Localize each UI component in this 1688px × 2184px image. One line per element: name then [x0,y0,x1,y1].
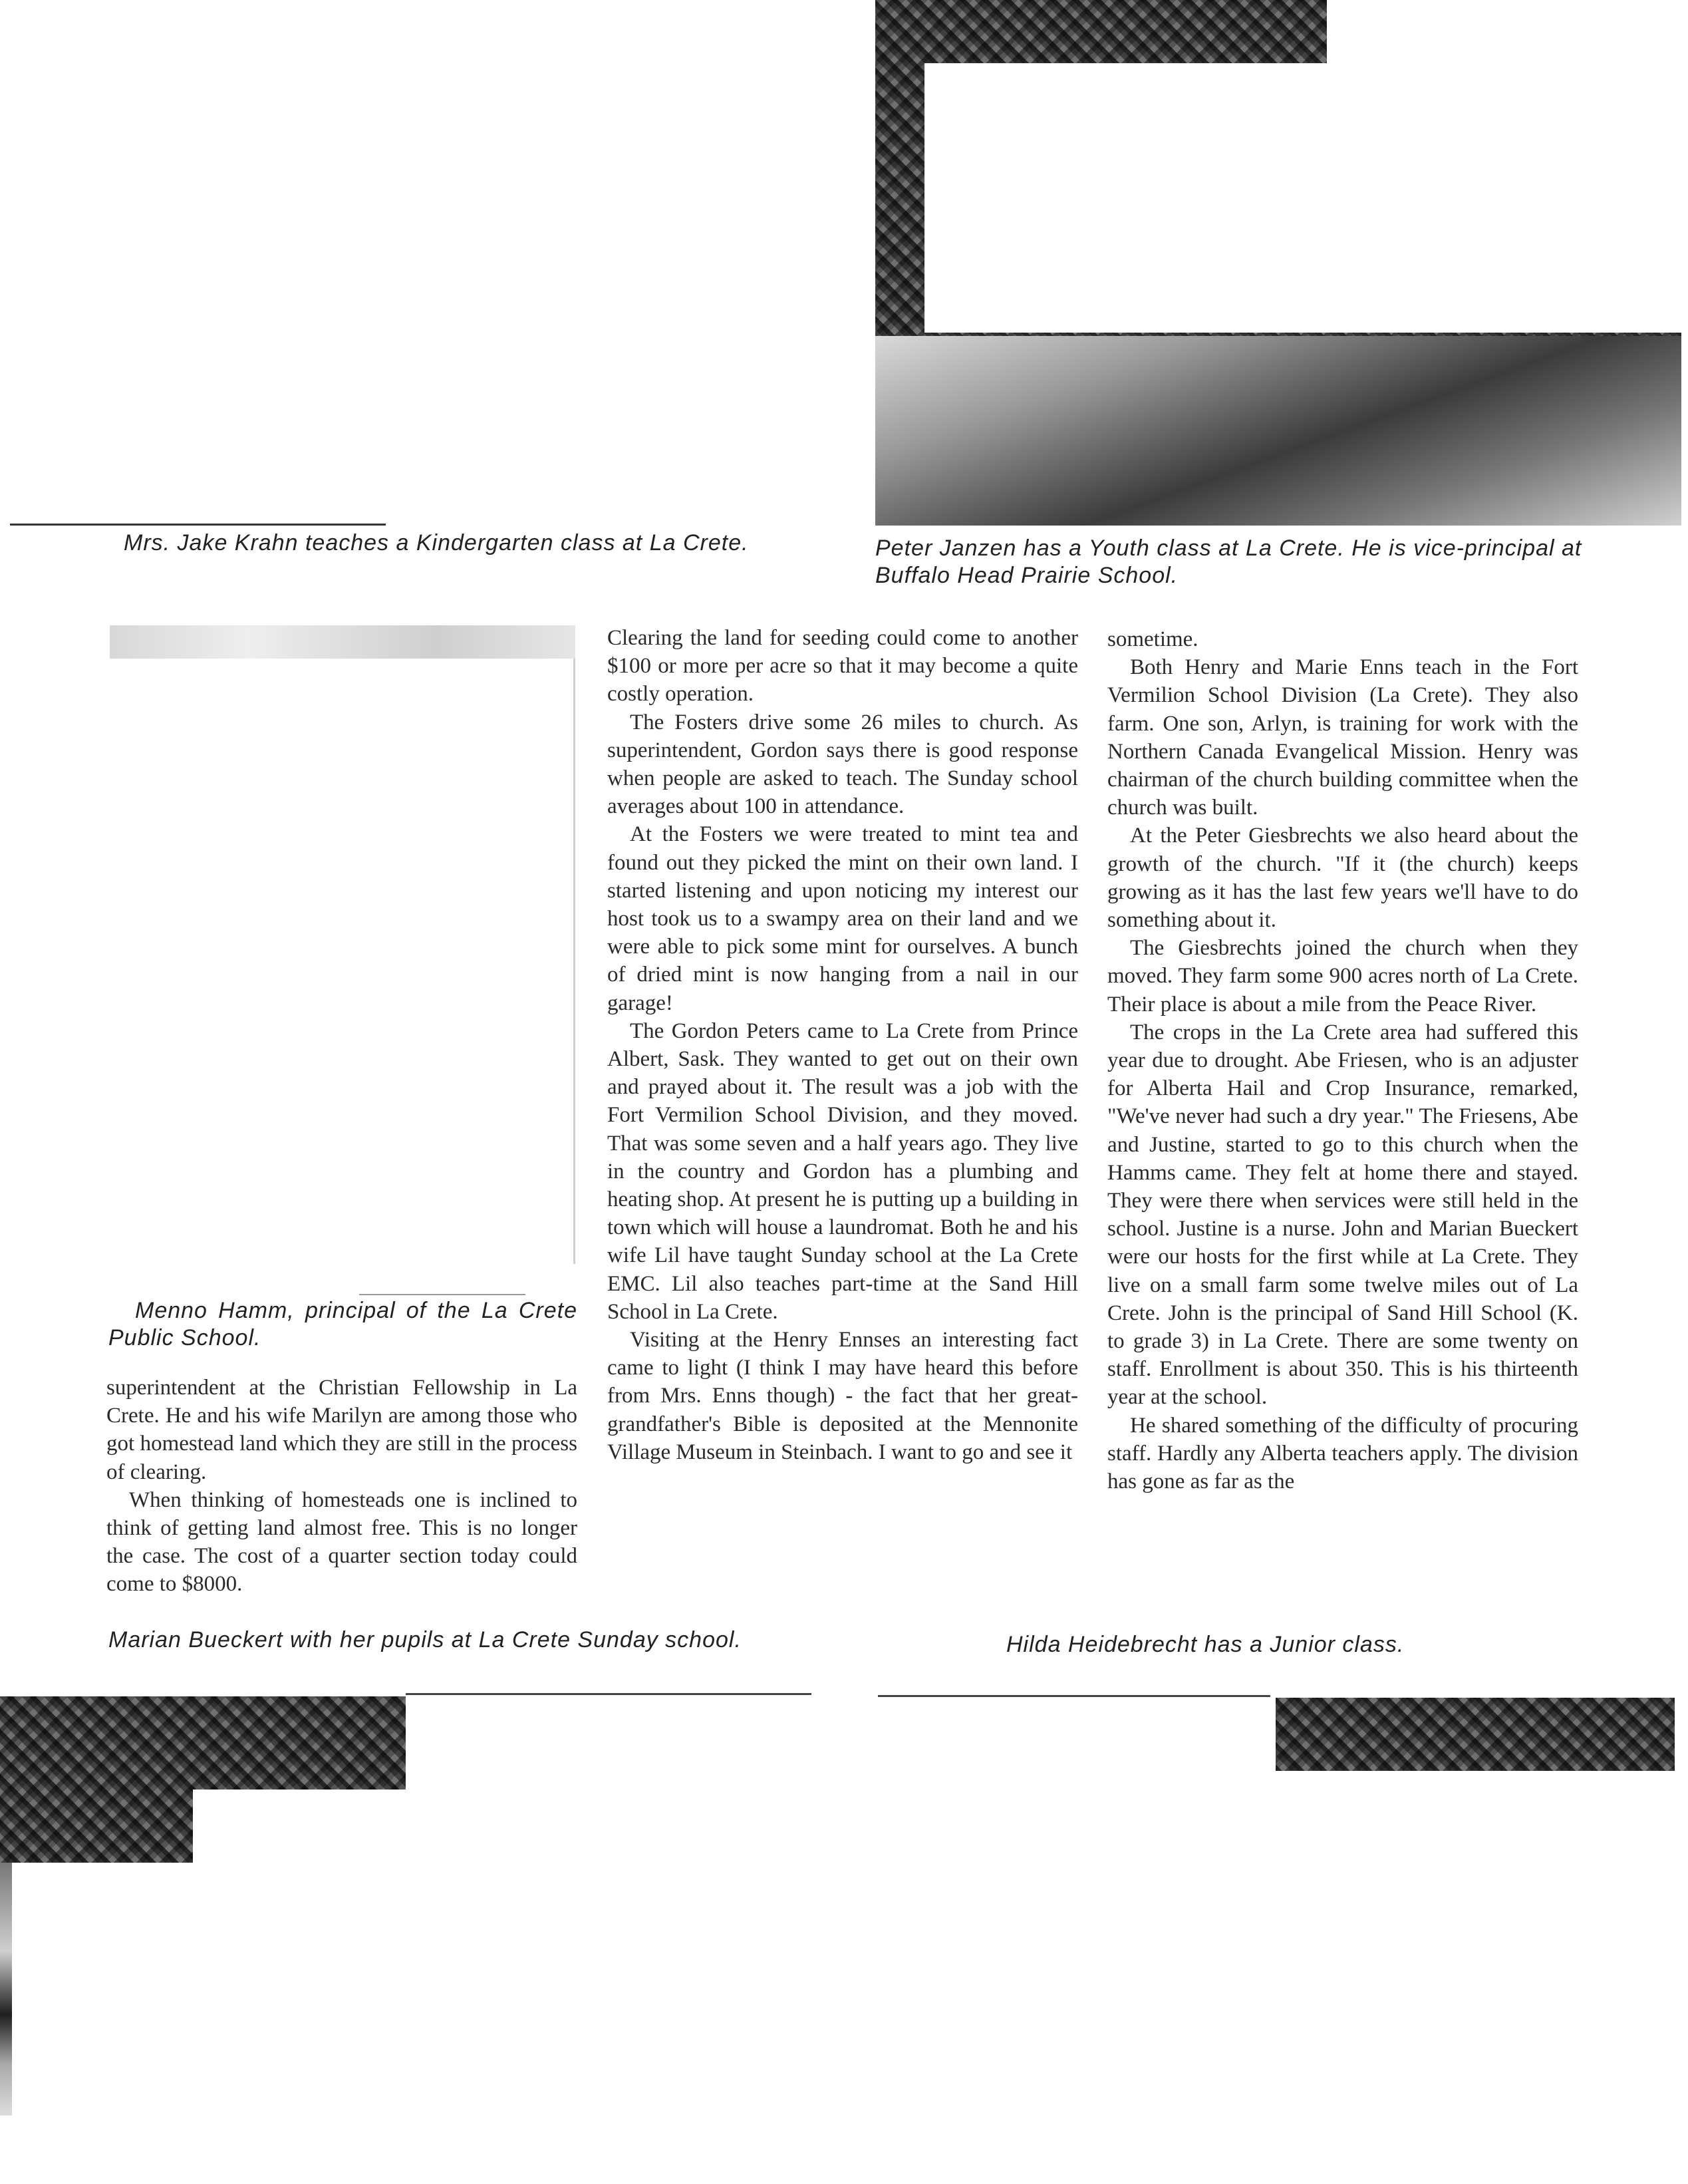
col2-paragraph: The Gordon Peters came to La Crete from Prince Albert, Sask. They wanted to get out on their own and prayed about it. The result was a job with the Fort Vermilion School Division, and they moved. That was some seven and a half years ago. They live in the country and Gordon has a plumbing and heating shop. At present he is putting up a building in town which will house a laundromat. Both he and his wife Lil have taught Sunday school at the La Crete EMC. Lil also teaches part-time at the Sand Hill School in La Crete. [607,1018,1078,1324]
col2-paragraph: At the Fosters we were treated to mint tea and found out they picked the mint on their own land. I started listening and upon noticing my interest our host took us to a swampy area on their land and we were able to pick some mint for ourselves. A bunch of dried mint is now hanging from a nail in our garage! [607,822,1078,1015]
photo-mask-bottom-left-b [12,1863,411,2184]
col3-paragraph: The Giesbrechts joined the church when they moved. They farm some 900 acres north of La Crete. Their place is about a mile from the Peace River. [1107,936,1578,1016]
col2-paragraph: The Fosters drive some 26 miles to church. As superintendent, Gordon says there is good response when people are asked to teach. The Sunday school averages about 100 in attendance. [607,710,1078,819]
rule-bottom-left [406,1693,811,1695]
col2-paragraph: Visiting at the Henry Ennses an interesting fact came to light (I think I may have heard this before from Mrs. Enns though) - the fact that her great-grandfather's Bible is deposited at the Mennonite Village Museum in Steinbach. I want to go and see it [607,1328,1078,1464]
col3-paragraph: Both Henry and Marie Enns teach in the Fort Vermilion School Division (La Crete). They also farm. One son, Arlyn, is training for work with the Northern Canada Evangelical Mission. Henry was chairman of the church building committee when the church was built. [1107,655,1578,820]
caption-sunday-school: Marian Bueckert with her pupils at La Crete Sunday school. [108,1627,742,1652]
photo-menno-hamm-frame [110,659,575,1264]
photo-mask-top-right [924,63,1681,333]
rule-menno-hamm [359,1294,525,1295]
column-2 [607,624,1078,1466]
photo-junior-class [1276,1698,1675,1771]
photo-mask-top-strip [1327,0,1688,63]
col3-paragraph: He shared something of the difficulty of procuring staff. Hardly any Alberta teachers apply. The division has gone as far as the [1107,1413,1578,1494]
photo-youth-class-scene [875,336,1681,526]
col3-paragraph: At the Peter Giesbrechts we also heard about the growth of the church. "If it (the church) keeps growing as it has the last few years we'll have to do something about it. [1107,824,1578,933]
col3-paragraph: The crops in the La Crete area had suffered this year due to drought. Abe Friesen, who is an adjuster for Alberta Hail and Crop Insurance, remarked, "We've never had such a dry year." The Friesens, Abe and Justine, started to go to this church when the Hamms came. They felt at home there and stayed. They were there when services were still held in the school. Justine is a nurse. John and Marian Bueckert were our hosts for the first while at La Crete. They live on a small farm some twelve miles out of La Crete. John is the principal of Sand Hill School (K. to grade 3) in La Crete. There are some twenty on staff. Enrollment is about 350. This is his thirteenth year at the school. [1107,1020,1578,1410]
col2-paragraph: Clearing the land for seeding could come to another $100 or more per acre so that it may become a quite costly operation. [607,626,1078,706]
column-3 [1107,625,1578,1495]
col1-paragraph: superintendent at the Christian Fellowship in La Crete. He and his wife Marilyn are among those who got homestead land which they are still in the process of clearing. [106,1376,577,1484]
col1-paragraph: When thinking of homesteads one is inclined to think of getting land almost free. This is no longer the case. The cost of a quarter section today could come to $8000. [106,1487,577,1597]
caption-menno-hamm: Menno Hamm, principal of the La Crete Public School. [108,1298,577,1350]
column-1 [106,1374,577,1599]
col3-paragraph: sometime. [1107,627,1198,651]
caption-youth-class: Peter Janzen has a Youth class at La Crete. He is vice-principal at Buffalo Head Prairie School. [875,536,1582,588]
caption-kindergarten: Mrs. Jake Krahn teaches a Kindergarten class at La Crete. [124,530,749,555]
photo-menno-hamm [110,625,575,659]
rule-bottom-right [878,1695,1270,1697]
rule-top-left [10,524,386,526]
caption-junior-class: Hilda Heidebrecht has a Junior class. [1006,1632,1405,1657]
photo-sunday-school-edge [0,1863,12,2115]
